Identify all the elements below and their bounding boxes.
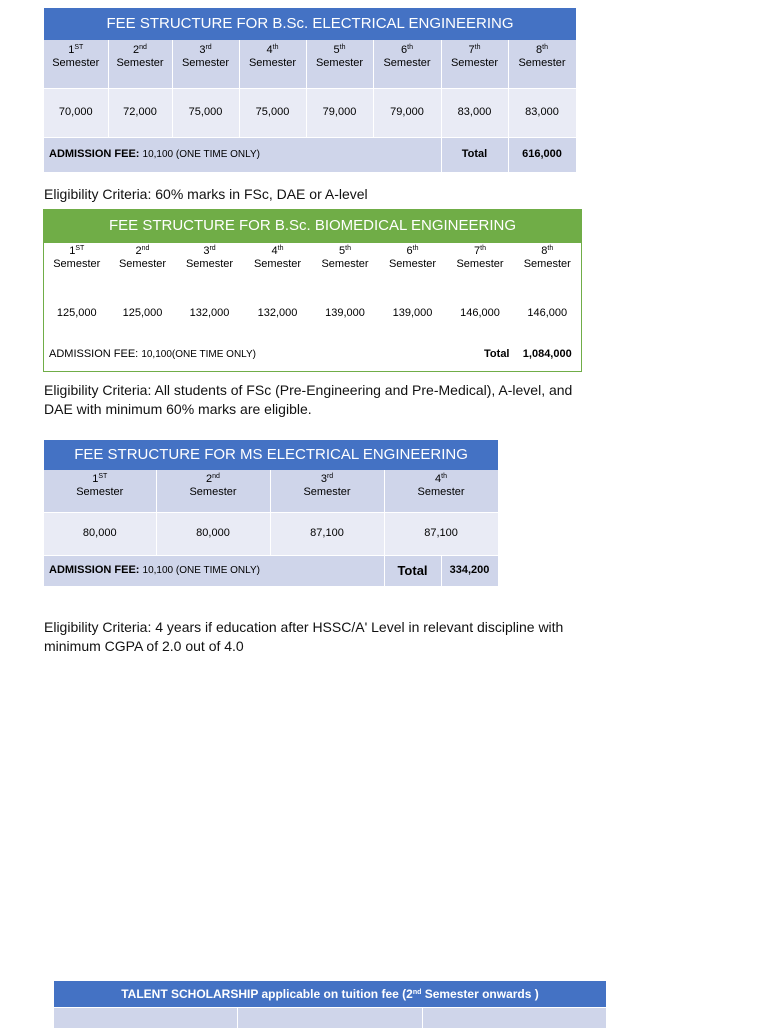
table-title: FEE STRUCTURE FOR MS ELECTRICAL ENGINEERING [44,440,498,470]
semester-header: 7th Semester [447,243,514,289]
fee-table-bsc-biomedical [43,209,582,372]
eligibility-bsc-electrical: Eligibility Criteria: 60% marks in FSc, DAE or A-level [44,185,604,204]
semester-header: 6th Semester [373,40,441,88]
total-value: 334,200 [441,555,498,586]
semester-header-row [44,40,576,88]
semester-header: 3rd Semester [176,243,244,289]
footer-row [44,555,498,586]
footer-row [44,137,576,172]
semester-header: 4th Semester [244,243,312,289]
admission-fee: ADMISSION FEE: 10,100 (ONE TIME ONLY) [44,555,384,586]
table-title: TALENT SCHOLARSHIP applicable on tuition fee (2nd Semester onwards ) [54,981,606,1008]
fee-cell: 75,000 [239,88,306,137]
talent-scholarship-table [54,981,607,1028]
table-title: FEE STRUCTURE FOR B.Sc. BIOMEDICAL ENGINEERING [44,209,582,243]
fee-row [44,289,582,337]
fee-cell: 87,100 [384,512,498,555]
fee-cell: 146,000 [447,289,514,337]
fee-cell: 80,000 [156,512,270,555]
fee-row [44,512,498,555]
semester-header: 5th Semester [312,243,379,289]
fee-cell: 83,000 [508,88,576,137]
table-row [54,1008,606,1028]
fee-cell: 139,000 [312,289,379,337]
fee-cell: 79,000 [306,88,373,137]
fee-table-ms-electrical [44,440,499,586]
table-cell [237,1008,422,1028]
semester-header: 4th Semester [239,40,306,88]
fee-cell: 125,000 [110,289,176,337]
total-label: Total [441,137,508,172]
admission-fee: ADMISSION FEE: 10,100(ONE TIME ONLY) [44,337,447,372]
semester-header: 7th Semester [441,40,508,88]
semester-header: 2nd Semester [110,243,176,289]
table-title: FEE STRUCTURE FOR B.Sc. ELECTRICAL ENGINEERING [44,8,576,40]
fee-cell: 146,000 [514,289,582,337]
semester-header: 2nd Semester [108,40,172,88]
fee-cell: 125,000 [44,289,110,337]
fee-row [44,88,576,137]
eligibility-bsc-biomedical: Eligibility Criteria: All students of FSc (Pre-Engineering and Pre-Medical), A-level, and DAE with minimum 60% marks are eligible. [44,381,584,419]
semester-header: 1ST Semester [44,470,156,512]
semester-header: 5th Semester [306,40,373,88]
semester-header-row [44,243,582,289]
fee-cell: 72,000 [108,88,172,137]
semester-header: 3rd Semester [172,40,239,88]
fee-cell: 75,000 [172,88,239,137]
fee-cell: 70,000 [44,88,108,137]
semester-header: 1ST Semester [44,40,108,88]
eligibility-ms-electrical: Eligibility Criteria: 4 years if education after HSSC/A' Level in relevant discipline with minimum CGPA of 2.0 out of 4.0 [44,618,584,656]
fee-table-bsc-electrical [44,8,577,172]
fee-cell: 83,000 [441,88,508,137]
semester-header: 8th Semester [508,40,576,88]
semester-header: 2nd Semester [156,470,270,512]
fee-cell: 80,000 [44,512,156,555]
semester-header: 8th Semester [514,243,582,289]
admission-fee: ADMISSION FEE: 10,100 (ONE TIME ONLY) [44,137,441,172]
semester-header-row [44,470,498,512]
total-label: Total [384,555,441,586]
total-label: Total [447,337,514,372]
fee-cell: 132,000 [176,289,244,337]
fee-cell: 79,000 [373,88,441,137]
semester-header: 6th Semester [379,243,447,289]
table-cell [54,1008,237,1028]
semester-header: 1ST Semester [44,243,110,289]
fee-cell: 132,000 [244,289,312,337]
footer-row [44,337,582,372]
semester-header: 3rd Semester [270,470,384,512]
table-cell [422,1008,606,1028]
semester-header: 4th Semester [384,470,498,512]
total-value: 616,000 [508,137,576,172]
total-value: 1,084,000 [514,337,582,372]
fee-cell: 139,000 [379,289,447,337]
fee-cell: 87,100 [270,512,384,555]
